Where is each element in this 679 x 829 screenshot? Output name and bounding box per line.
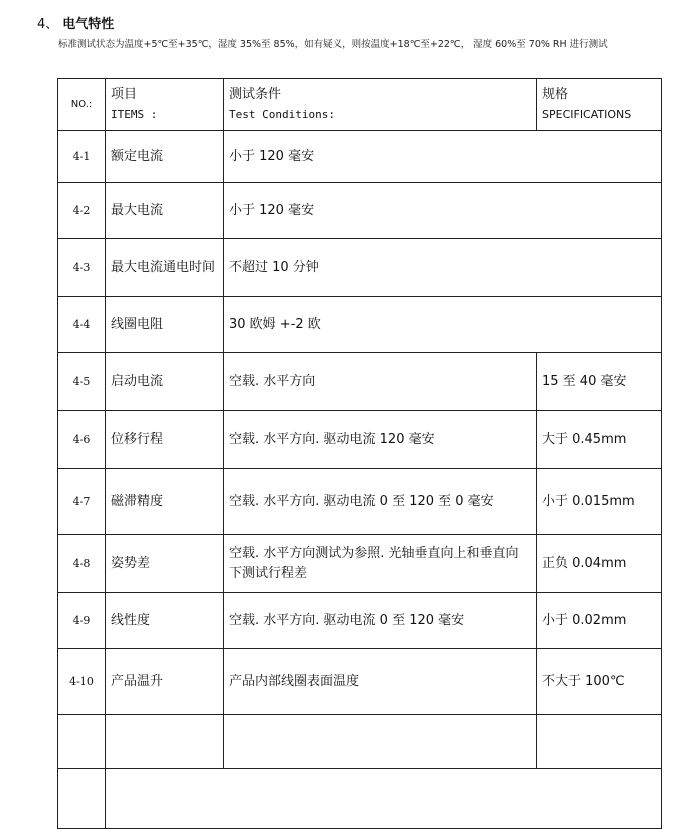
electrical-spec-table bbox=[57, 78, 662, 829]
header-spec-cn: 规格 bbox=[542, 86, 569, 102]
empty-cell bbox=[224, 715, 537, 769]
row-condition: 空载. 水平方向. 驱动电流 0 至 120 毫安 bbox=[224, 593, 537, 649]
row-number: 4-3 bbox=[58, 239, 106, 297]
row-condition: 小于 120 毫安 bbox=[224, 183, 662, 239]
row-condition: 空载. 水平方向. 驱动电流 0 至 120 至 0 毫安 bbox=[224, 469, 537, 535]
row-condition: 30 欧姆 +-2 欧 bbox=[224, 297, 662, 353]
section-description: 标准测试状态为温度+5℃至+35℃，湿度 35%至 85%，如有疑义，则按温度+18℃至+22℃， 湿度 60%至 70% RH 进行测试 bbox=[58, 39, 608, 50]
row-condition: 空载. 水平方向. 驱动电流 120 毫安 bbox=[224, 411, 537, 469]
row-number: 4-1 bbox=[58, 131, 106, 183]
section-heading bbox=[37, 13, 114, 32]
table-row bbox=[58, 297, 662, 353]
row-number: 4-4 bbox=[58, 297, 106, 353]
empty-cell bbox=[537, 715, 662, 769]
table-row bbox=[58, 353, 662, 411]
header-conditions-cn: 测试条件 bbox=[229, 86, 282, 102]
header-items-cn: 项目 bbox=[111, 86, 138, 102]
table-row bbox=[58, 239, 662, 297]
row-condition: 空载. 水平方向 bbox=[224, 353, 537, 411]
header-no: NO.: bbox=[58, 79, 106, 131]
section-title: 电气特性 bbox=[62, 17, 115, 32]
row-item: 最大电流 bbox=[106, 183, 224, 239]
row-number: 4-5 bbox=[58, 353, 106, 411]
header-specifications bbox=[537, 79, 662, 131]
row-item: 磁滞精度 bbox=[106, 469, 224, 535]
row-spec: 不大于 100℃ bbox=[537, 649, 662, 715]
row-spec: 大于 0.45mm bbox=[537, 411, 662, 469]
row-item: 额定电流 bbox=[106, 131, 224, 183]
table-row bbox=[58, 411, 662, 469]
table-row bbox=[58, 535, 662, 593]
row-number: 4-9 bbox=[58, 593, 106, 649]
row-spec: 正负 0.04mm bbox=[537, 535, 662, 593]
table-row bbox=[58, 131, 662, 183]
row-item: 产品温升 bbox=[106, 649, 224, 715]
row-number: 4-6 bbox=[58, 411, 106, 469]
header-conditions-en: Test Conditions: bbox=[229, 107, 335, 121]
table-row bbox=[58, 649, 662, 715]
section-number: 4、 bbox=[37, 17, 59, 32]
table-row-empty bbox=[58, 715, 662, 769]
row-spec: 小于 0.015mm bbox=[537, 469, 662, 535]
row-condition: 空载. 水平方向测试为参照. 光轴垂直向上和垂直向下测试行程差 bbox=[224, 535, 537, 593]
empty-cell bbox=[106, 715, 224, 769]
header-spec-en: SPECIFICATIONS bbox=[542, 107, 632, 121]
row-number: 4-2 bbox=[58, 183, 106, 239]
row-condition: 不超过 10 分钟 bbox=[224, 239, 662, 297]
row-item: 位移行程 bbox=[106, 411, 224, 469]
row-item: 启动电流 bbox=[106, 353, 224, 411]
row-spec: 15 至 40 毫安 bbox=[537, 353, 662, 411]
row-number: 4-10 bbox=[58, 649, 106, 715]
header-items-en: ITEMS : bbox=[111, 107, 158, 121]
row-number: 4-8 bbox=[58, 535, 106, 593]
row-item: 线性度 bbox=[106, 593, 224, 649]
row-item: 最大电流通电时间 bbox=[106, 239, 224, 297]
table-row bbox=[58, 183, 662, 239]
row-item: 姿势差 bbox=[106, 535, 224, 593]
row-condition: 小于 120 毫安 bbox=[224, 131, 662, 183]
header-conditions bbox=[224, 79, 537, 131]
table-row bbox=[58, 593, 662, 649]
table-header-row bbox=[58, 79, 662, 131]
table-row bbox=[58, 469, 662, 535]
row-condition: 产品内部线圈表面温度 bbox=[224, 649, 537, 715]
header-items bbox=[106, 79, 224, 131]
empty-cell bbox=[58, 715, 106, 769]
row-spec: 小于 0.02mm bbox=[537, 593, 662, 649]
row-item: 线圈电阻 bbox=[106, 297, 224, 353]
row-number: 4-7 bbox=[58, 469, 106, 535]
